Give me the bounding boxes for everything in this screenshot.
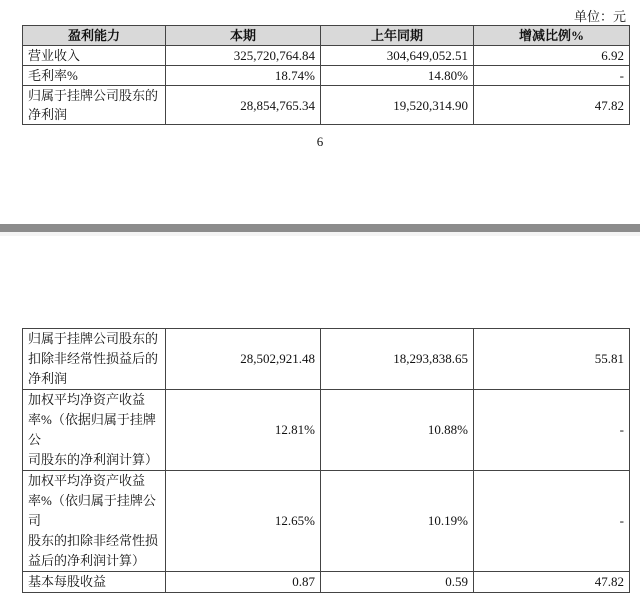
label-line: 率%（依归属于挂牌公司	[28, 493, 156, 528]
current-value: 18.74%	[166, 66, 321, 86]
prior-value: 14.80%	[321, 66, 474, 86]
row-label: 基本每股收益	[23, 572, 166, 593]
label-line: 归属于挂牌公司股东的	[28, 88, 159, 103]
change-value: -	[474, 390, 630, 471]
table-row	[23, 390, 630, 471]
change-value: 55.81	[474, 329, 630, 390]
row-label	[23, 390, 166, 471]
change-value: -	[474, 66, 630, 86]
label-line: 益后的净利润计算）	[28, 553, 146, 568]
current-value: 28,502,921.48	[166, 329, 321, 390]
table-row	[23, 572, 630, 593]
label-line: 率%（依据归属于挂牌公	[28, 412, 156, 447]
row-label: 营业收入	[23, 46, 166, 66]
current-value: 0.87	[166, 572, 321, 593]
label-line: 扣除非经常性损益后的	[28, 351, 159, 366]
label-line: 归属于挂牌公司股东的	[28, 331, 159, 346]
row-label	[23, 86, 166, 125]
change-value: -	[474, 471, 630, 572]
profitability-table-bottom	[22, 328, 630, 593]
table-row	[23, 66, 630, 86]
current-value: 12.81%	[166, 390, 321, 471]
label-line: 股东的扣除非经常性损	[28, 533, 159, 548]
header-row	[23, 26, 630, 46]
table-row	[23, 46, 630, 66]
header-current-period: 本期	[166, 26, 321, 46]
header-profitability: 盈利能力	[23, 26, 166, 46]
label-line: 净利润	[28, 107, 68, 122]
page-number: 6	[316, 134, 324, 149]
prior-value: 0.59	[321, 572, 474, 593]
prior-value: 304,649,052.51	[321, 46, 474, 66]
change-value: 47.82	[474, 572, 630, 593]
prior-value: 10.88%	[321, 390, 474, 471]
label-line: 加权平均净资产收益	[28, 473, 146, 488]
prior-value: 19,520,314.90	[321, 86, 474, 125]
prior-value: 18,293,838.65	[321, 329, 474, 390]
row-label	[23, 329, 166, 390]
header-prior-period: 上年同期	[321, 26, 474, 46]
label-line: 净利润	[28, 371, 68, 386]
profitability-table-top	[22, 25, 630, 125]
page-separator	[0, 224, 640, 232]
table-row	[23, 86, 630, 125]
header-change-percent: 增减比例%	[474, 26, 630, 46]
row-label: 毛利率%	[23, 66, 166, 86]
unit-label: 单位：元	[573, 9, 626, 24]
label-line: 加权平均净资产收益	[28, 392, 146, 407]
change-value: 6.92	[474, 46, 630, 66]
table-row	[23, 329, 630, 390]
label-line: 司股东的净利润计算）	[28, 452, 159, 467]
current-value: 28,854,765.34	[166, 86, 321, 125]
table-row	[23, 471, 630, 572]
current-value: 12.65%	[166, 471, 321, 572]
row-label	[23, 471, 166, 572]
prior-value: 10.19%	[321, 471, 474, 572]
change-value: 47.82	[474, 86, 630, 125]
current-value: 325,720,764.84	[166, 46, 321, 66]
